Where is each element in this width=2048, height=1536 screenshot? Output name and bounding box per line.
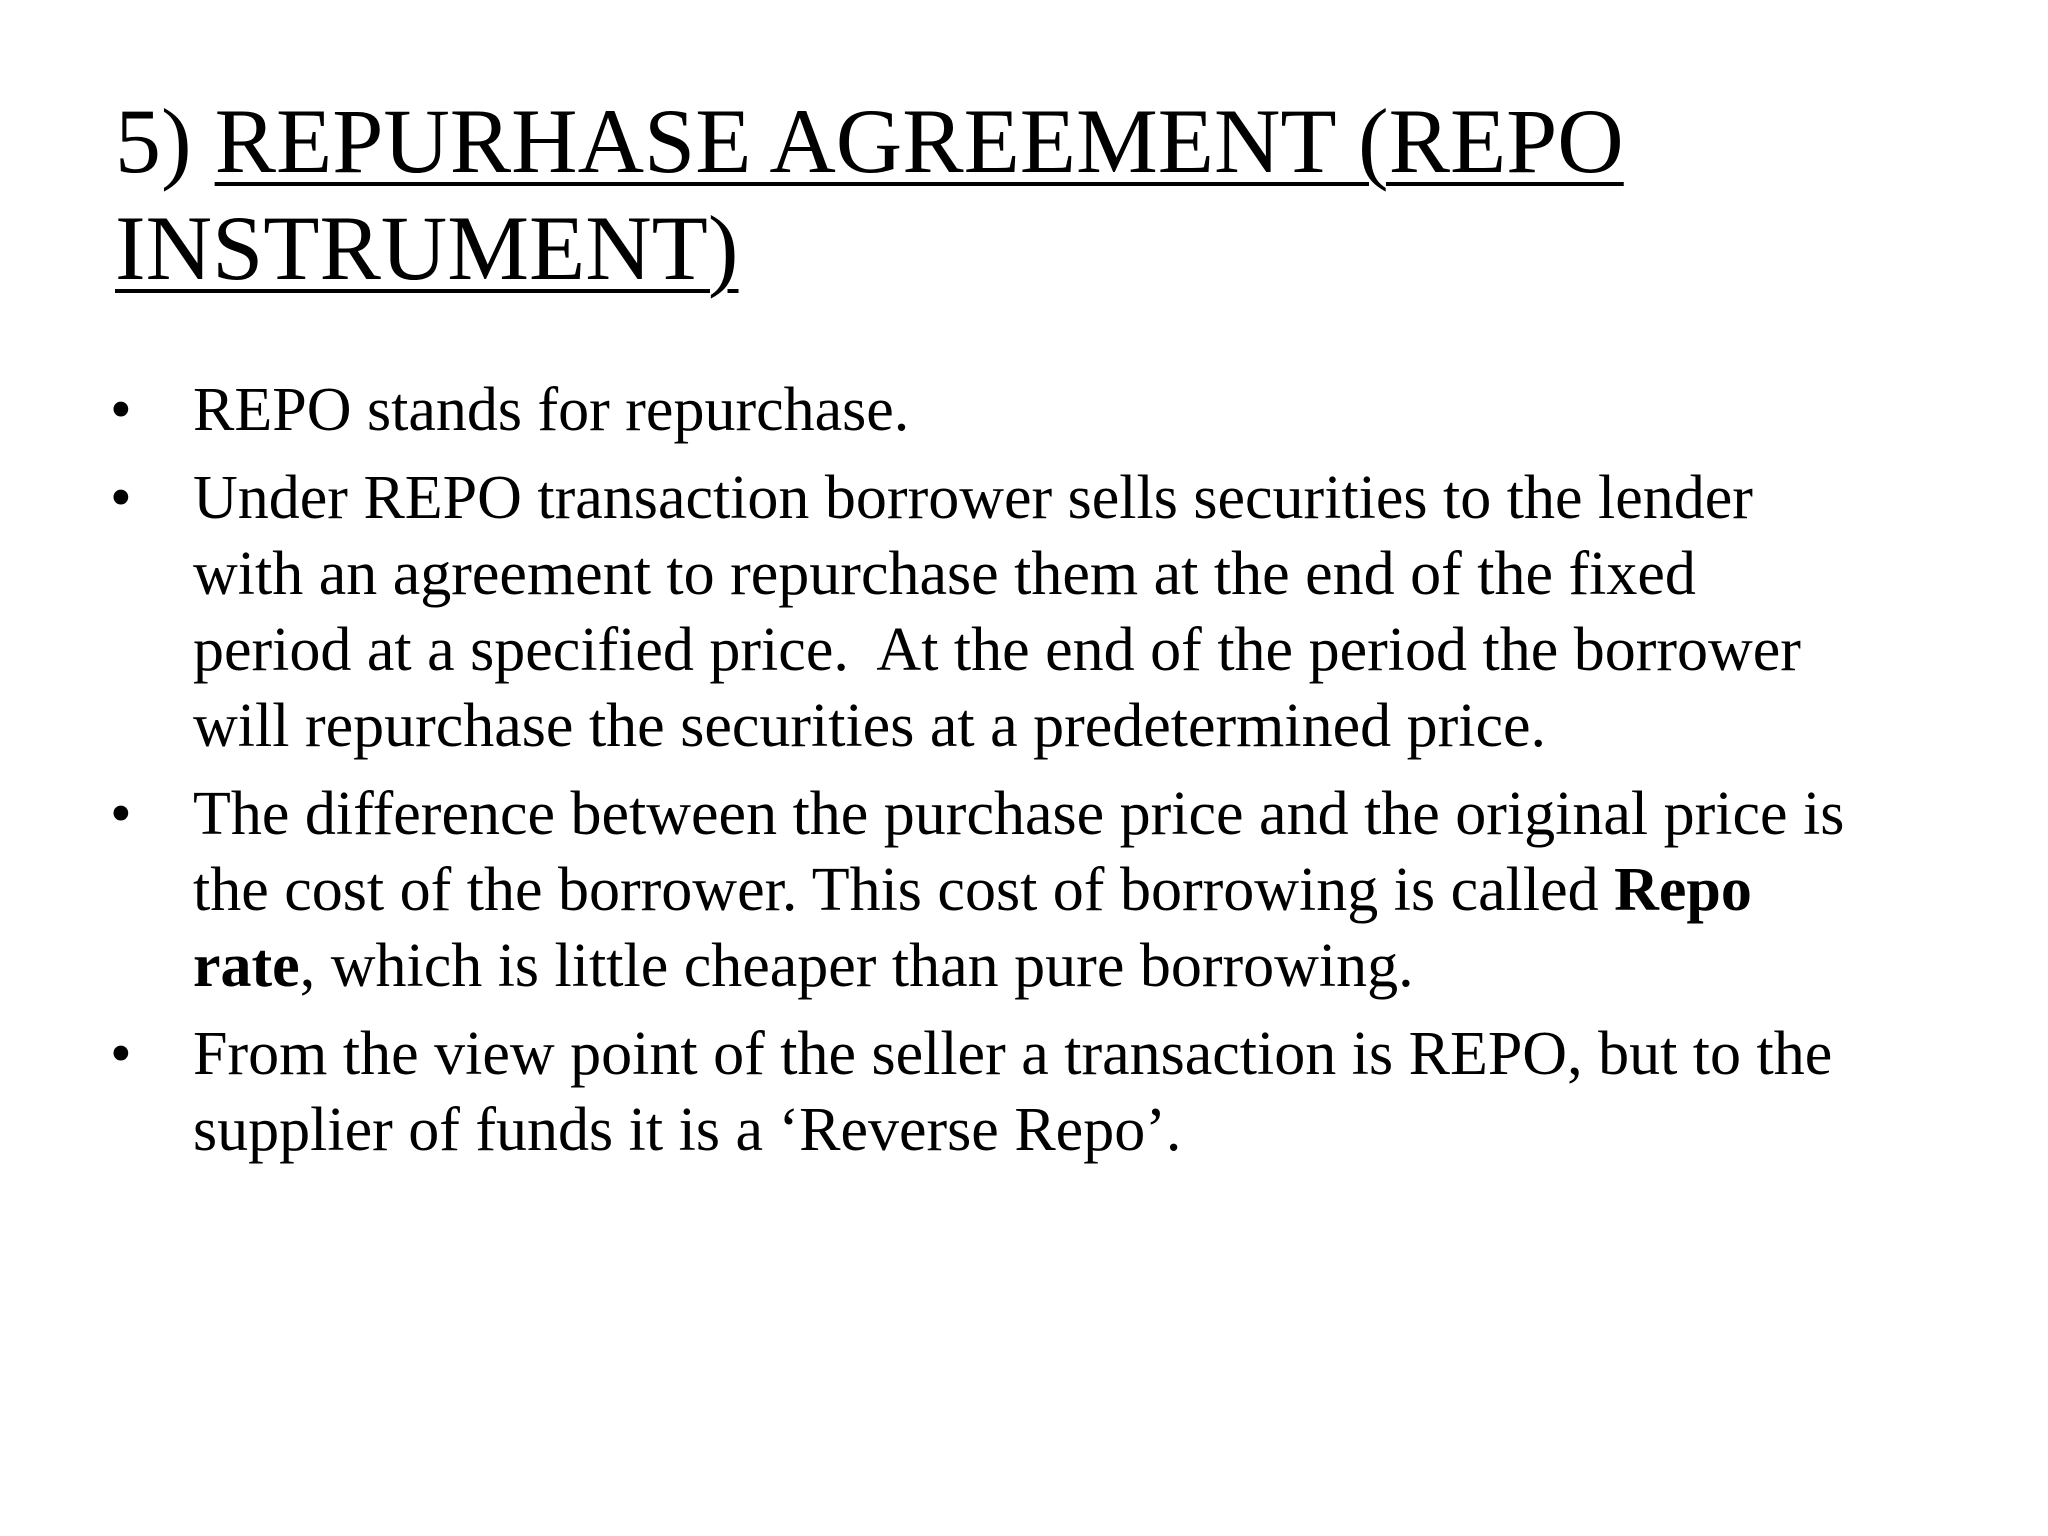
bullet-3-line-2-text: the cost of the borrower. This cost of borrowing is called [193, 856, 1615, 924]
bullet-list [110, 372, 1990, 1180]
bullet-2-line-3: period at a specified price. At the end of the period the borrower [193, 616, 1801, 684]
repo-term-bold: Repo [1614, 856, 1752, 924]
bullet-2-line-4: will repurchase the securities at a predetermined price. [193, 692, 1547, 760]
bullet-icon: • [110, 780, 132, 848]
title-number: 5) [115, 90, 215, 192]
bullet-item-4 [110, 1016, 1990, 1168]
bullet-3-line-3 [193, 928, 1990, 1004]
title-line-1: REPURHASE AGREEMENT (REPO [214, 90, 1624, 192]
title-line-2: INSTRUMENT) [115, 197, 739, 299]
slide-title [115, 88, 1915, 302]
bullet-2-line-1: Under REPO transaction borrower sells securities to the lender [193, 464, 1753, 532]
bullet-2-line-2: with an agreement to repurchase them at the end of the fixed [193, 540, 1696, 608]
bullet-3-line-2 [193, 852, 1990, 928]
bullet-icon: • [110, 376, 132, 444]
bullet-icon: • [110, 1020, 132, 1088]
bullet-4-line-2: supplier of funds it is a ‘Reverse Repo’. [193, 1096, 1182, 1164]
bullet-icon: • [110, 464, 132, 532]
bullet-item-2 [110, 460, 1990, 764]
bullet-4-line-1: From the view point of the seller a transaction is REPO, but to the [193, 1020, 1833, 1088]
bullet-item-1 [110, 372, 1990, 448]
bullet-3-line-3-text: , which is little cheaper than pure borrowing. [299, 932, 1414, 1000]
bullet-item-3 [110, 776, 1990, 1004]
rate-term-bold: rate [193, 932, 300, 1000]
bullet-1-line-1: REPO stands for repurchase. [193, 376, 910, 444]
bullet-3-line-1: The difference between the purchase price and the original price is [193, 780, 1845, 848]
